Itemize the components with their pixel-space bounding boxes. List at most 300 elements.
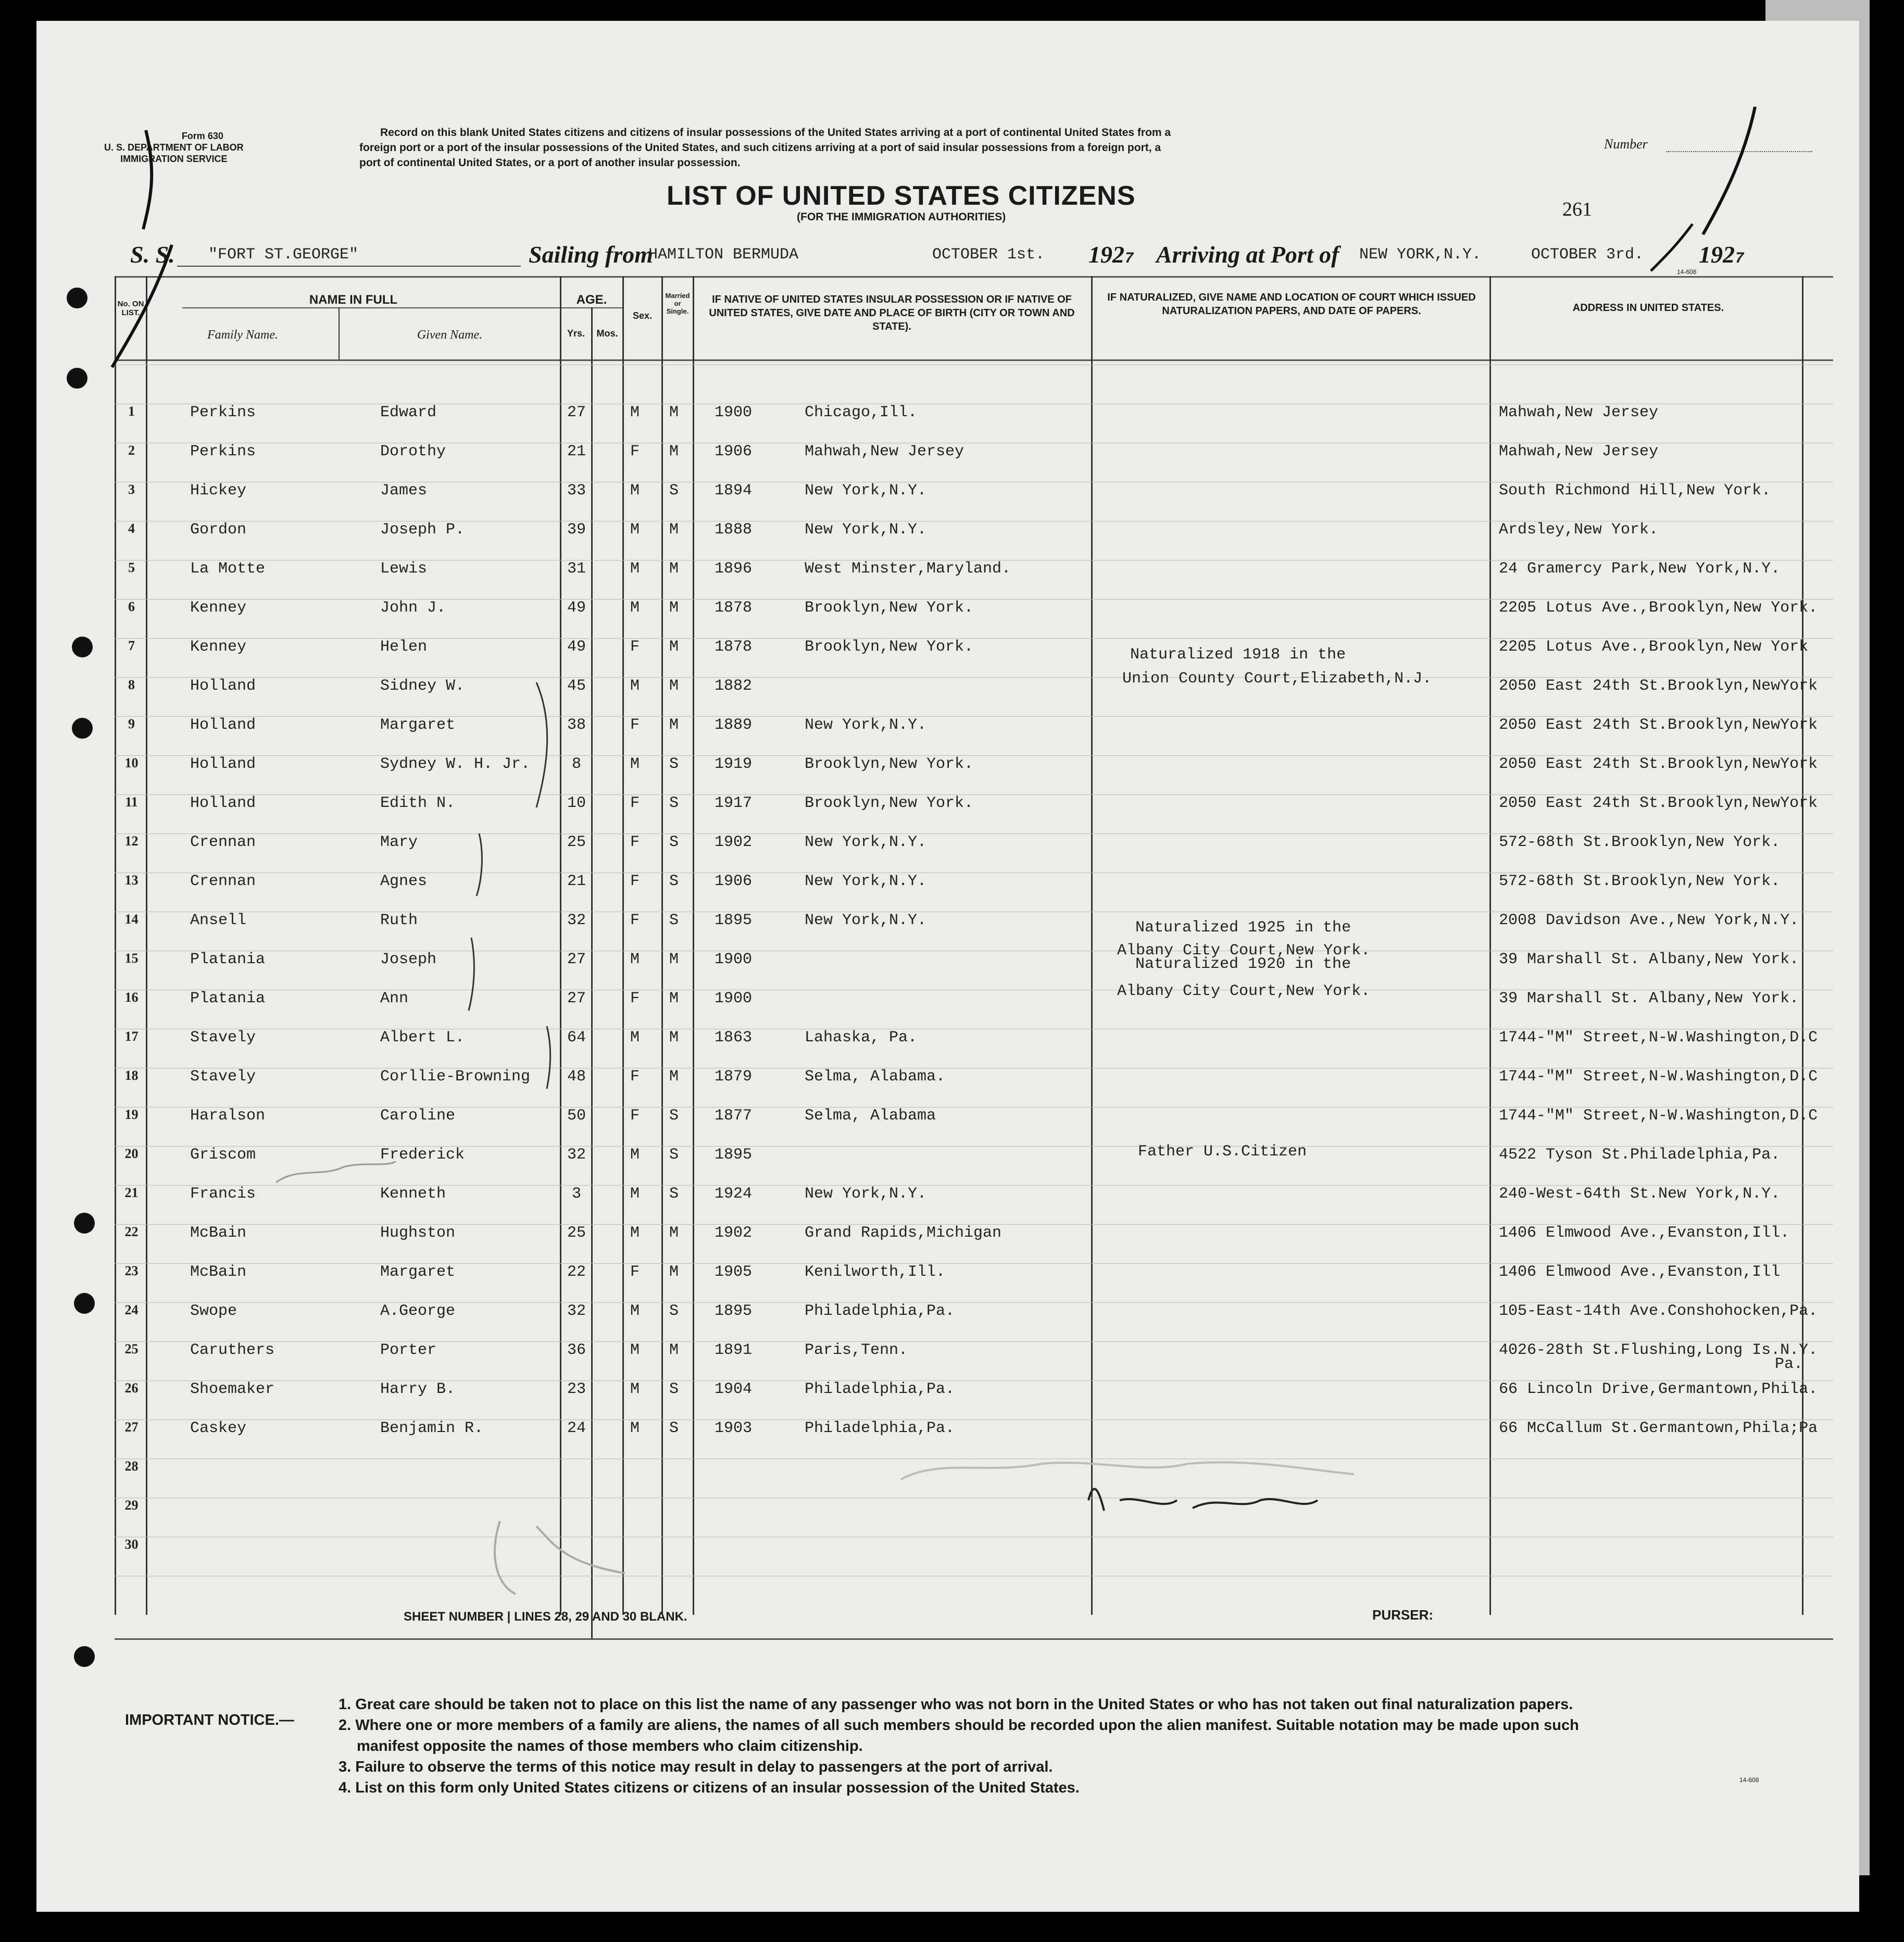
row-number: 20 [124, 1146, 139, 1161]
purser-signature [1193, 1499, 1318, 1508]
family-name: Platania [190, 951, 266, 968]
row-number: 1 [128, 404, 135, 419]
sex: F [630, 873, 640, 890]
family-name: Kenney [190, 638, 247, 656]
header-naturalized: IF NATURALIZED, GIVE NAME AND LOCATION OF COURT WHICH ISSUED NATURALIZATION PAPERS, AND DATE OF PAPERS. [1107, 292, 1476, 317]
given-name: Lewis [380, 560, 428, 578]
year-prefix: 192 [1088, 241, 1124, 268]
sex: M [630, 755, 640, 773]
row-number: 24 [124, 1302, 139, 1317]
number-label: Number [1604, 136, 1648, 152]
age-years: 24 [567, 1420, 586, 1437]
sex: M [630, 1302, 640, 1320]
address: 39 Marshall St. Albany,New York. [1499, 990, 1799, 1007]
bracket-mark [469, 938, 474, 1011]
notice-item: 3. Failure to observe the terms of this notice may result in delay to passengers at the port of arrival. [339, 1759, 1053, 1775]
given-name: Benjamin R. [380, 1420, 484, 1437]
address: 105-East-14th Ave.Conshohocken,Pa. [1499, 1302, 1818, 1320]
birth-year: 1878 [715, 599, 753, 617]
marital-status: M [669, 1224, 679, 1242]
sailing-date: OCTOBER 1st. [932, 246, 1045, 264]
sex: F [630, 1068, 640, 1086]
birth-place: New York,N.Y. [805, 482, 927, 500]
sex: F [630, 443, 640, 460]
instruction-line: Record on this blank United States citizens and citizens of insular possessions of the United States arriving at a port of continental United States from a [380, 127, 1171, 139]
sex: M [630, 560, 640, 578]
birth-year: 1889 [715, 716, 753, 734]
family-name: Caskey [190, 1420, 247, 1437]
age-years: 36 [567, 1341, 586, 1359]
row-number: 23 [124, 1263, 139, 1278]
birth-place: Brooklyn,New York. [805, 755, 974, 773]
purser-label: PURSER: [1372, 1607, 1434, 1623]
sex: M [630, 482, 640, 500]
marital-status: S [669, 1420, 679, 1437]
row-number: 29 [124, 1498, 139, 1513]
age-years: 23 [567, 1380, 586, 1398]
age-years: 27 [567, 990, 586, 1007]
faint-pencil-note [495, 1521, 625, 1594]
given-name: Corllie-Browning [380, 1068, 531, 1086]
sex: F [630, 794, 640, 812]
instruction-line: foreign port or a port of the insular possessions of the United States, and such citizens arriving at a port of said insular possessions from a foreign port, a [359, 142, 1161, 154]
header-birth: IF NATIVE OF UNITED STATES INSULAR POSSESSION OR IF NATIVE OF UNITED STATES, GIVE DATE AND PLACE OF BIRTH (CITY OR TOWN AND STATE). [709, 294, 1075, 332]
notice-item: 2. Where one or more members of a family are aliens, the names of all such members should be recorded upon the alien manifest. Suitable notation may be made upon such [339, 1717, 1579, 1734]
birth-year: 1917 [715, 794, 753, 812]
sailing-port: HAMILTON BERMUDA [648, 246, 799, 264]
row-number: 3 [128, 482, 135, 497]
age-years: 38 [567, 716, 586, 734]
address: 66 Lincoln Drive,Germantown,Phila. [1499, 1380, 1818, 1398]
family-name: Hickey [190, 482, 247, 500]
ss-label: S. S. [130, 241, 175, 268]
birth-place: Philadelphia,Pa. [805, 1302, 955, 1320]
sex: M [630, 1029, 640, 1047]
naturalization-note: Albany City Court,New York. [1117, 942, 1371, 960]
birth-place: Grand Rapids,Michigan [805, 1224, 1002, 1242]
address: Mahwah,New Jersey [1499, 404, 1659, 421]
birth-year: 1879 [715, 1068, 753, 1086]
age-years: 39 [567, 521, 586, 539]
family-name: Shoemaker [190, 1380, 275, 1398]
birth-year: 1895 [715, 1146, 753, 1164]
year-digit: 7 [1124, 250, 1134, 268]
family-name: Haralson [190, 1107, 266, 1125]
birth-year: 1882 [715, 677, 753, 695]
row-number: 17 [124, 1029, 139, 1044]
family-name: Holland [190, 755, 256, 773]
birth-place: Philadelphia,Pa. [805, 1380, 955, 1398]
row-number: 18 [124, 1068, 139, 1083]
form-number: Form 630 [181, 131, 223, 141]
sex: F [630, 638, 640, 656]
age-years: 49 [567, 599, 586, 617]
birth-place: Mahwah,New Jersey [805, 443, 964, 460]
family-name: Swope [190, 1302, 237, 1320]
header-mos: Mos. [596, 328, 618, 339]
age-years: 33 [567, 482, 586, 500]
arrival-date: OCTOBER 3rd. [1531, 246, 1644, 264]
address-continuation: Pa. [1775, 1355, 1803, 1373]
birth-year: 1894 [715, 482, 753, 500]
row-number: 26 [124, 1380, 139, 1396]
service-name: IMMIGRATION SERVICE [120, 154, 228, 164]
marital-status: S [669, 794, 679, 812]
row-number: 10 [124, 755, 139, 770]
sex: M [630, 1224, 640, 1242]
birth-place: Lahaska, Pa. [805, 1029, 918, 1047]
row-number: 19 [124, 1107, 139, 1122]
birth-place: Selma, Alabama. [805, 1068, 946, 1086]
age-years: 64 [567, 1029, 586, 1047]
header-address: ADDRESS IN UNITED STATES. [1572, 302, 1724, 314]
family-name: Stavely [190, 1029, 256, 1047]
address: 2008 Davidson Ave.,New York,N.Y. [1499, 912, 1799, 929]
arrival-port: NEW YORK,N.Y. [1359, 246, 1482, 264]
age-years: 45 [567, 677, 586, 695]
sex: F [630, 912, 640, 929]
birth-year: 1905 [715, 1263, 753, 1281]
family-name: McBain [190, 1224, 247, 1242]
birth-year: 1900 [715, 990, 753, 1007]
sex: M [630, 1146, 640, 1164]
pen-stroke [1703, 107, 1755, 234]
family-name: Holland [190, 677, 256, 695]
sex: F [630, 833, 640, 851]
row-number: 14 [124, 912, 139, 927]
header-sex: Sex. [632, 310, 653, 321]
header-no-on-list: No. ON LIST. [117, 300, 144, 317]
address: 4026-28th St.Flushing,Long Is.N.Y. [1499, 1341, 1818, 1359]
birth-year: 1902 [715, 1224, 753, 1242]
header-family-name: Family Name. [207, 328, 278, 342]
header-given-name: Given Name. [417, 328, 483, 342]
age-years: 22 [567, 1263, 586, 1281]
age-years: 3 [571, 1185, 581, 1203]
naturalization-note: Albany City Court,New York. [1117, 982, 1371, 1000]
birth-place: Chicago,Ill. [805, 404, 918, 421]
department-name: U. S. DEPARTMENT OF LABOR [104, 142, 244, 153]
marital-status: S [669, 873, 679, 890]
birth-place: Brooklyn,New York. [805, 599, 974, 617]
notice-code: 14-608 [1739, 1776, 1759, 1784]
family-name: Platania [190, 990, 266, 1007]
address: 39 Marshall St. Albany,New York. [1499, 951, 1799, 968]
birth-year: 1895 [715, 912, 753, 929]
sex: M [630, 1420, 640, 1437]
family-name: McBain [190, 1263, 247, 1281]
page-title: LIST OF UNITED STATES CITIZENS [667, 181, 1136, 211]
address: 1744-"M" Street,N-W.Washington,D.C [1499, 1107, 1818, 1125]
marital-status: S [669, 833, 679, 851]
sex: M [630, 599, 640, 617]
form-code: 14-608 [1677, 268, 1697, 276]
marital-status: S [669, 912, 679, 929]
birth-year: 1906 [715, 443, 753, 460]
given-name: Sidney W. [380, 677, 465, 695]
sex: M [630, 1341, 640, 1359]
sex: M [630, 404, 640, 421]
address: 1406 Elmwood Ave.,Evanston,Ill. [1499, 1224, 1790, 1242]
marital-status: M [669, 404, 679, 421]
birth-place: Philadelphia,Pa. [805, 1420, 955, 1437]
birth-place: New York,N.Y. [805, 521, 927, 539]
given-name: A.George [380, 1302, 456, 1320]
marital-status: M [669, 990, 679, 1007]
family-name: Stavely [190, 1068, 256, 1086]
pen-stroke [1651, 224, 1693, 271]
row-number: 25 [124, 1341, 139, 1356]
page-subtitle: (FOR THE IMMIGRATION AUTHORITIES) [797, 211, 1006, 223]
birth-year: 1924 [715, 1185, 753, 1203]
notice-item: 1. Great care should be taken not to place on this list the name of any passenger who was not born in the United States or who has not taken out final naturalization papers. [339, 1696, 1573, 1713]
sailing-label: Sailing from [529, 241, 654, 268]
birth-place: New York,N.Y. [805, 873, 927, 890]
sex: M [630, 677, 640, 695]
bracket-mark [536, 682, 547, 807]
marital-status: M [669, 599, 679, 617]
birth-place: New York,N.Y. [805, 1185, 927, 1203]
ship-name: "FORT ST.GEORGE" [208, 246, 359, 264]
notice-heading: IMPORTANT NOTICE.— [125, 1712, 294, 1728]
given-name: Joseph [380, 951, 437, 968]
given-name: Margaret [380, 1263, 456, 1281]
age-years: 48 [567, 1068, 586, 1086]
age-years: 8 [571, 755, 581, 773]
given-name: Hughston [380, 1224, 456, 1242]
birth-place: Kenilworth,Ill. [805, 1263, 946, 1281]
marital-status: M [669, 521, 679, 539]
age-years: 27 [567, 951, 586, 968]
address: 66 McCallum St.Germantown,Phila;Pa [1499, 1420, 1818, 1437]
marital-status: S [669, 1380, 679, 1398]
row-number: 12 [124, 833, 139, 849]
arriving-label: Arriving at Port of [1156, 241, 1339, 268]
naturalization-note: Union County Court,Elizabeth,N.J. [1122, 670, 1432, 688]
row-number: 6 [128, 599, 135, 614]
birth-year: 1863 [715, 1029, 753, 1047]
age-years: 21 [567, 443, 586, 460]
birth-year: 1891 [715, 1341, 753, 1359]
year-digit: 7 [1735, 250, 1745, 268]
address: 2205 Lotus Ave.,Brooklyn,New York [1499, 638, 1809, 656]
marital-status: M [669, 677, 679, 695]
birth-year: 1878 [715, 638, 753, 656]
notice-item: 4. List on this form only United States citizens or citizens of an insular possession of the United States. [339, 1779, 1080, 1796]
given-name: Albert L. [380, 1029, 465, 1047]
family-name: Kenney [190, 599, 247, 617]
given-name: Helen [380, 638, 428, 656]
given-name: Agnes [380, 873, 428, 890]
address: 2050 East 24th St.Brooklyn,NewYork [1499, 716, 1818, 734]
family-name: Crennan [190, 873, 256, 890]
age-years: 25 [567, 833, 586, 851]
marital-status: M [669, 560, 679, 578]
birth-year: 1896 [715, 560, 753, 578]
row-number: 22 [124, 1224, 139, 1239]
row-number: 8 [128, 677, 135, 692]
birth-place: Brooklyn,New York. [805, 794, 974, 812]
row-number: 4 [128, 521, 135, 536]
family-name: Holland [190, 794, 256, 812]
sex: M [630, 521, 640, 539]
birth-year: 1900 [715, 404, 753, 421]
row-number: 15 [124, 951, 139, 966]
header-married-single: Married or Single. [665, 292, 690, 315]
birth-place: New York,N.Y. [805, 716, 927, 734]
given-name: Caroline [380, 1107, 456, 1125]
age-years: 21 [567, 873, 586, 890]
birth-place: New York,N.Y. [805, 833, 927, 851]
address: 1406 Elmwood Ave.,Evanston,Ill [1499, 1263, 1781, 1281]
family-name: Perkins [190, 443, 256, 460]
row-number: 5 [128, 560, 135, 575]
pen-stroke [143, 130, 152, 229]
given-name: Sydney W. H. Jr. [380, 755, 531, 773]
age-years: 50 [567, 1107, 586, 1125]
family-name: Crennan [190, 833, 256, 851]
row-number: 28 [124, 1459, 139, 1474]
age-years: 32 [567, 1302, 586, 1320]
header-age: AGE. [576, 293, 607, 307]
bracket-mark [547, 1026, 550, 1089]
address: 572-68th St.Brooklyn,New York. [1499, 833, 1781, 851]
instruction-line: port of continental United States, or a port of another insular possession. [359, 157, 741, 169]
sex: F [630, 1263, 640, 1281]
purser-signature [1088, 1489, 1177, 1511]
pen-stroke [112, 245, 172, 367]
family-name: Francis [190, 1185, 256, 1203]
age-years: 25 [567, 1224, 586, 1242]
given-name: Harry B. [380, 1380, 456, 1398]
row-number: 7 [128, 638, 135, 653]
sex: M [630, 1185, 640, 1203]
birth-year: 1895 [715, 1302, 753, 1320]
given-name: Edith N. [380, 794, 456, 812]
naturalization-note: Father U.S.Citizen [1138, 1143, 1307, 1161]
row-number: 30 [124, 1537, 139, 1552]
notice-item: manifest opposite the names of those members who claim citizenship. [357, 1738, 863, 1754]
given-name: Mary [380, 833, 418, 851]
marital-status: S [669, 1107, 679, 1125]
birth-place: New York,N.Y. [805, 912, 927, 929]
given-name: Frederick [380, 1146, 465, 1164]
address: 240-West-64th St.New York,N.Y. [1499, 1185, 1781, 1203]
address: 1744-"M" Street,N-W.Washington,D.C [1499, 1068, 1818, 1086]
given-name: Ann [380, 990, 409, 1007]
marital-status: M [669, 1263, 679, 1281]
birth-year: 1900 [715, 951, 753, 968]
marital-status: M [669, 1341, 679, 1359]
birth-place: Paris,Tenn. [805, 1341, 908, 1359]
age-years: 27 [567, 404, 586, 421]
row-number: 27 [124, 1420, 139, 1435]
marital-status: M [669, 716, 679, 734]
marital-status: S [669, 755, 679, 773]
birth-place: Selma, Alabama [805, 1107, 936, 1125]
family-name: Holland [190, 716, 256, 734]
naturalization-note: Naturalized 1925 in the [1135, 919, 1351, 937]
given-name: Margaret [380, 716, 456, 734]
birth-year: 1903 [715, 1420, 753, 1437]
sex: M [630, 1380, 640, 1398]
given-name: Edward [380, 404, 437, 421]
given-name: Dorothy [380, 443, 446, 460]
marital-status: M [669, 638, 679, 656]
row-number: 9 [128, 716, 135, 731]
naturalization-note: Naturalized 1918 in the [1130, 646, 1346, 664]
pencil-note [276, 1162, 396, 1182]
address: 4522 Tyson St.Philadelphia,Pa. [1499, 1146, 1781, 1164]
birth-year: 1877 [715, 1107, 753, 1125]
family-name: Gordon [190, 521, 247, 539]
row-number: 21 [124, 1185, 139, 1200]
row-number: 16 [124, 990, 139, 1005]
row-number: 2 [128, 443, 135, 458]
year-prefix: 192 [1699, 241, 1735, 268]
address: 1744-"M" Street,N-W.Washington,D.C [1499, 1029, 1818, 1047]
given-name: Kenneth [380, 1185, 446, 1203]
faint-inspector-scrawl [901, 1462, 1354, 1479]
naturalization-note: Naturalized 1920 in the [1135, 955, 1351, 973]
birth-place: Brooklyn,New York. [805, 638, 974, 656]
address: 2050 East 24th St.Brooklyn,NewYork [1499, 755, 1818, 773]
address: 2205 Lotus Ave.,Brooklyn,New York. [1499, 599, 1818, 617]
marital-status: M [669, 1068, 679, 1086]
age-years: 32 [567, 912, 586, 929]
address: 2050 East 24th St.Brooklyn,NewYork [1499, 794, 1818, 812]
address: 2050 East 24th St.Brooklyn,NewYork [1499, 677, 1818, 695]
address: South Richmond Hill,New York. [1499, 482, 1771, 500]
age-years: 32 [567, 1146, 586, 1164]
address: 572-68th St.Brooklyn,New York. [1499, 873, 1781, 890]
birth-place: West Minster,Maryland. [805, 560, 1011, 578]
address: Ardsley,New York. [1499, 521, 1659, 539]
given-name: Porter [380, 1341, 437, 1359]
given-name: James [380, 482, 428, 500]
marital-status: M [669, 951, 679, 968]
marital-status: S [669, 1185, 679, 1203]
sex: F [630, 1107, 640, 1125]
birth-year: 1906 [715, 873, 753, 890]
birth-year: 1902 [715, 833, 753, 851]
address: Mahwah,New Jersey [1499, 443, 1659, 460]
marital-status: S [669, 1302, 679, 1320]
given-name: Ruth [380, 912, 418, 929]
family-name: Perkins [190, 404, 256, 421]
sheet-number-footer: SHEET NUMBER | LINES 28, 29 AND 30 BLANK. [404, 1610, 687, 1624]
row-number: 13 [124, 873, 139, 888]
address: 24 Gramercy Park,New York,N.Y. [1499, 560, 1781, 578]
family-name: La Motte [190, 560, 266, 578]
page-number: 261 [1562, 198, 1592, 220]
family-name: Griscom [190, 1146, 256, 1164]
marital-status: S [669, 482, 679, 500]
marital-status: M [669, 1029, 679, 1047]
age-years: 31 [567, 560, 586, 578]
bracket-mark [477, 833, 482, 896]
family-name: Ansell [190, 912, 247, 929]
header-yrs: Yrs. [567, 328, 585, 339]
family-name: Caruthers [190, 1341, 275, 1359]
birth-year: 1919 [715, 755, 753, 773]
given-name: John J. [380, 599, 446, 617]
age-years: 49 [567, 638, 586, 656]
sex: M [630, 951, 640, 968]
birth-year: 1904 [715, 1380, 753, 1398]
age-years: 10 [567, 794, 586, 812]
marital-status: S [669, 1146, 679, 1164]
